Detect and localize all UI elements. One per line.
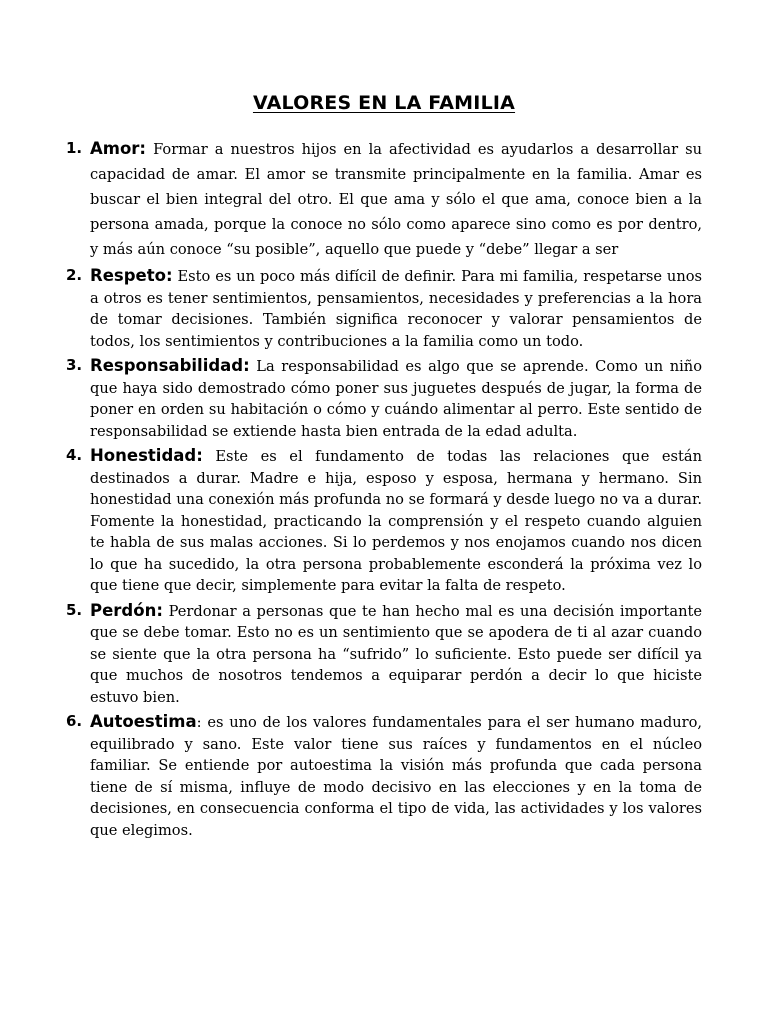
list-item-perdon bbox=[66, 600, 702, 709]
item-term: Amor: bbox=[90, 139, 147, 158]
item-text: Esto es un poco más difícil de definir. Para mi familia, respetarse unos a otros es tener sentimientos, pensamientos, necesidades y preferencias a la hora de tomar decisiones. También significa reconocer y valorar pensamientos de todos, los sentimientos y contribuciones a la familia como un todo. bbox=[90, 268, 702, 350]
list-item-responsabilidad bbox=[66, 355, 702, 442]
values-list bbox=[66, 136, 702, 844]
item-term: Respeto: bbox=[90, 266, 173, 285]
item-text: Perdonar a personas que te han hecho mal es una decisión importante que se debe tomar. Esto no es un sentimiento que se apodera de ti al azar cuando se siente que la otra persona ha “sufrido” lo suficiente. Esto puede ser difícil ya que muchos de nosotros tendemos a equiparar perdón a decir lo que hiciste estuvo bien. bbox=[90, 602, 703, 706]
document-title: VALORES EN LA FAMILIA bbox=[252, 92, 516, 114]
list-item-honestidad bbox=[66, 445, 702, 597]
list-item-respeto bbox=[66, 265, 702, 352]
item-text: La responsabilidad es algo que se aprende. Como un niño que haya sido demostrado cómo poner sus juguetes después de jugar, la forma de poner en orden su habitación o cómo y cuándo alimentar al perro. Este sentido de responsabilidad se extiende hasta bien entrada de la edad adulta. bbox=[90, 358, 702, 440]
item-text: Este es el fundamento de todas las relaciones que están destinados a durar. Madre e hija, esposo y esposa, hermana y hermano. Sin honestidad una conexión más profunda no se formará y desde luego no va a durar. Fomente la honestidad, practicando la comprensión y el respeto cuando alguien te habla de sus malas acciones. Si lo perdemos y nos enojamos cuando nos dicen lo que ha sucedido, la otra persona probablemente esconderá la próxima vez lo que tiene que decir, simplemente para evitar la falta de respeto. bbox=[90, 448, 702, 594]
item-number: 3. bbox=[66, 356, 83, 374]
item-number: 1. bbox=[66, 139, 83, 157]
item-text: : es uno de los valores fundamentales para el ser humano maduro, equilibrado y sano. Este valor tiene sus raíces y fundamentos en el núcleo familiar. Se entiende por autoestima la visión más profunda que cada persona tiene de sí misma, influye de modo decisivo en las elecciones y en la toma de decisiones, en consecuencia conforma el tipo de vida, las actividades y los valores que elegimos. bbox=[90, 714, 702, 839]
item-number: 4. bbox=[66, 446, 83, 464]
item-text: Formar a nuestros hijos en la afectividad es ayudarlos a desarrollar su capacidad de amar. El amor se transmite principalmente en la familia. Amar es buscar el bien integral del otro. El que ama y sólo el que ama, conoce bien a la persona amada, porque la conoce no sólo como aparece sino como es por dentro, y más aún conoce “su posible”, aquello que puede y “debe” llegar a ser bbox=[90, 141, 703, 258]
item-number: 5. bbox=[66, 600, 83, 619]
item-term: Autoestima bbox=[90, 712, 197, 731]
item-term: Perdón: bbox=[90, 600, 163, 620]
list-item-amor bbox=[66, 136, 702, 262]
item-number: 2. bbox=[66, 266, 83, 284]
list-item-autoestima bbox=[66, 711, 702, 841]
item-term: Responsabilidad: bbox=[90, 356, 250, 375]
item-term: Honestidad: bbox=[90, 446, 203, 465]
item-number: 6. bbox=[66, 712, 83, 730]
